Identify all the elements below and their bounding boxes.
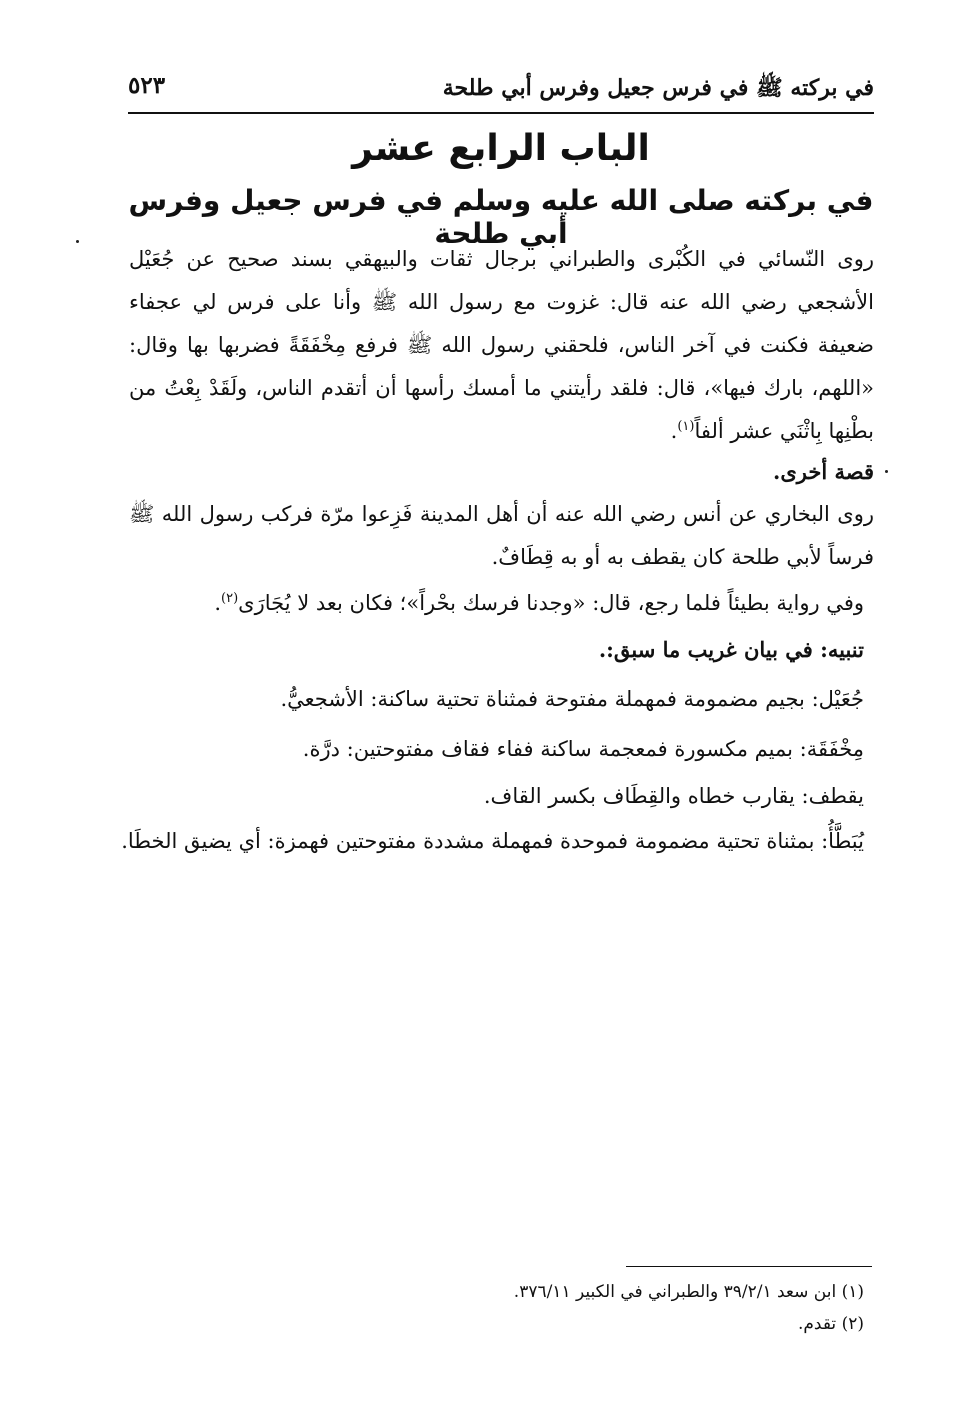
- paragraph-end: .: [214, 591, 222, 615]
- running-header: [128, 70, 874, 114]
- glossary-entry: جُعَيْل: بجيم مضمومة فمهملة مفتوحة فمثناة تحتية ساكنة: الأشجعيُّ.: [280, 687, 864, 711]
- glossary-entry: يقطف: يقارب خطاه والقِطَاف بكسر القاف.: [483, 784, 864, 808]
- section-heading-another-story: قصة أخرى.: [773, 459, 874, 484]
- paragraph-jual-narration: [129, 238, 874, 453]
- paragraph-text: وفي رواية بطيئاً فلما رجع، قال: «وجدنا فرسك بحْراً»؛ فكان بعد لا يُجَارَى: [238, 591, 864, 615]
- header-rule: [128, 112, 874, 114]
- running-title: في بركته ﷺ في فرس جعيل وفرس أبي طلحة: [442, 75, 874, 101]
- glossary-entry: مِخْفَقَة: بميم مكسورة فمعجمة ساكنة ففاء فقاف مفتوحتين: درَّة.: [302, 737, 864, 761]
- glossary-entry: يُبَطَّأُ: بمثناة تحتية مضمومة فموحدة فمهملة مشددة مفتوحتين فهمزة: أي يضيق الخطَا.: [121, 829, 864, 853]
- footnote-separator: [626, 1266, 872, 1267]
- note-heading: [119, 628, 864, 671]
- paragraph-text: روى النّسائي في الكُبْرى والطبراني برجال ثقات والبيهقي بسند صحيح عن جُعَيْل الأشجعي رضي الله عنه قال: غزوت مع رسول الله ﷺ وأنا على فرس لي عجفاء ضعيفة فكنت في آخر الناس، فلحقني رسول الله ﷺ فرفع مِخْفَقَةً فضربها بها وقال: «اللهم، بارك فيها»، قال: فلقد رأيتني ما أمسك رأسها أن أتقدم الناس، ولَقَدْ بِعْتُ من بطْنِها بِاثْنَي عشر ألفاً: [129, 247, 874, 443]
- note-label: تنبيه:: [820, 637, 864, 662]
- paragraph-bukhari-narration: روى البخاري عن أنس رضي الله عنه أن أهل المدينة فَزِعوا مرّة فركب رسول الله ﷺ فرساً لأبي طلحة كان يقطف به أو به قِطَافٌ.: [129, 502, 874, 569]
- chapter-title: الباب الرابع عشر: [352, 128, 650, 169]
- page-number: ٥٢٣: [128, 72, 166, 99]
- note-text: في بيان غريب ما سبق:.: [598, 637, 813, 662]
- paragraph-another-narration: [119, 582, 864, 625]
- footnote-ref-2[interactable]: (٢): [221, 591, 239, 606]
- scan-speck: [885, 470, 888, 473]
- footnote-2: (٢) تقدم.: [797, 1314, 864, 1334]
- chapter-subtitle: في بركته صلى الله عليه وسلم في فرس جعيل وفرس أبي طلحة: [128, 184, 874, 250]
- scan-speck: [76, 240, 79, 243]
- paragraph-end: .: [670, 419, 678, 443]
- footnote-ref-1[interactable]: (١): [677, 419, 695, 434]
- footnote-1: (١) ابن سعد ٣٩/٢/١ والطبراني في الكبير ٣٧٦/١١.: [513, 1282, 864, 1302]
